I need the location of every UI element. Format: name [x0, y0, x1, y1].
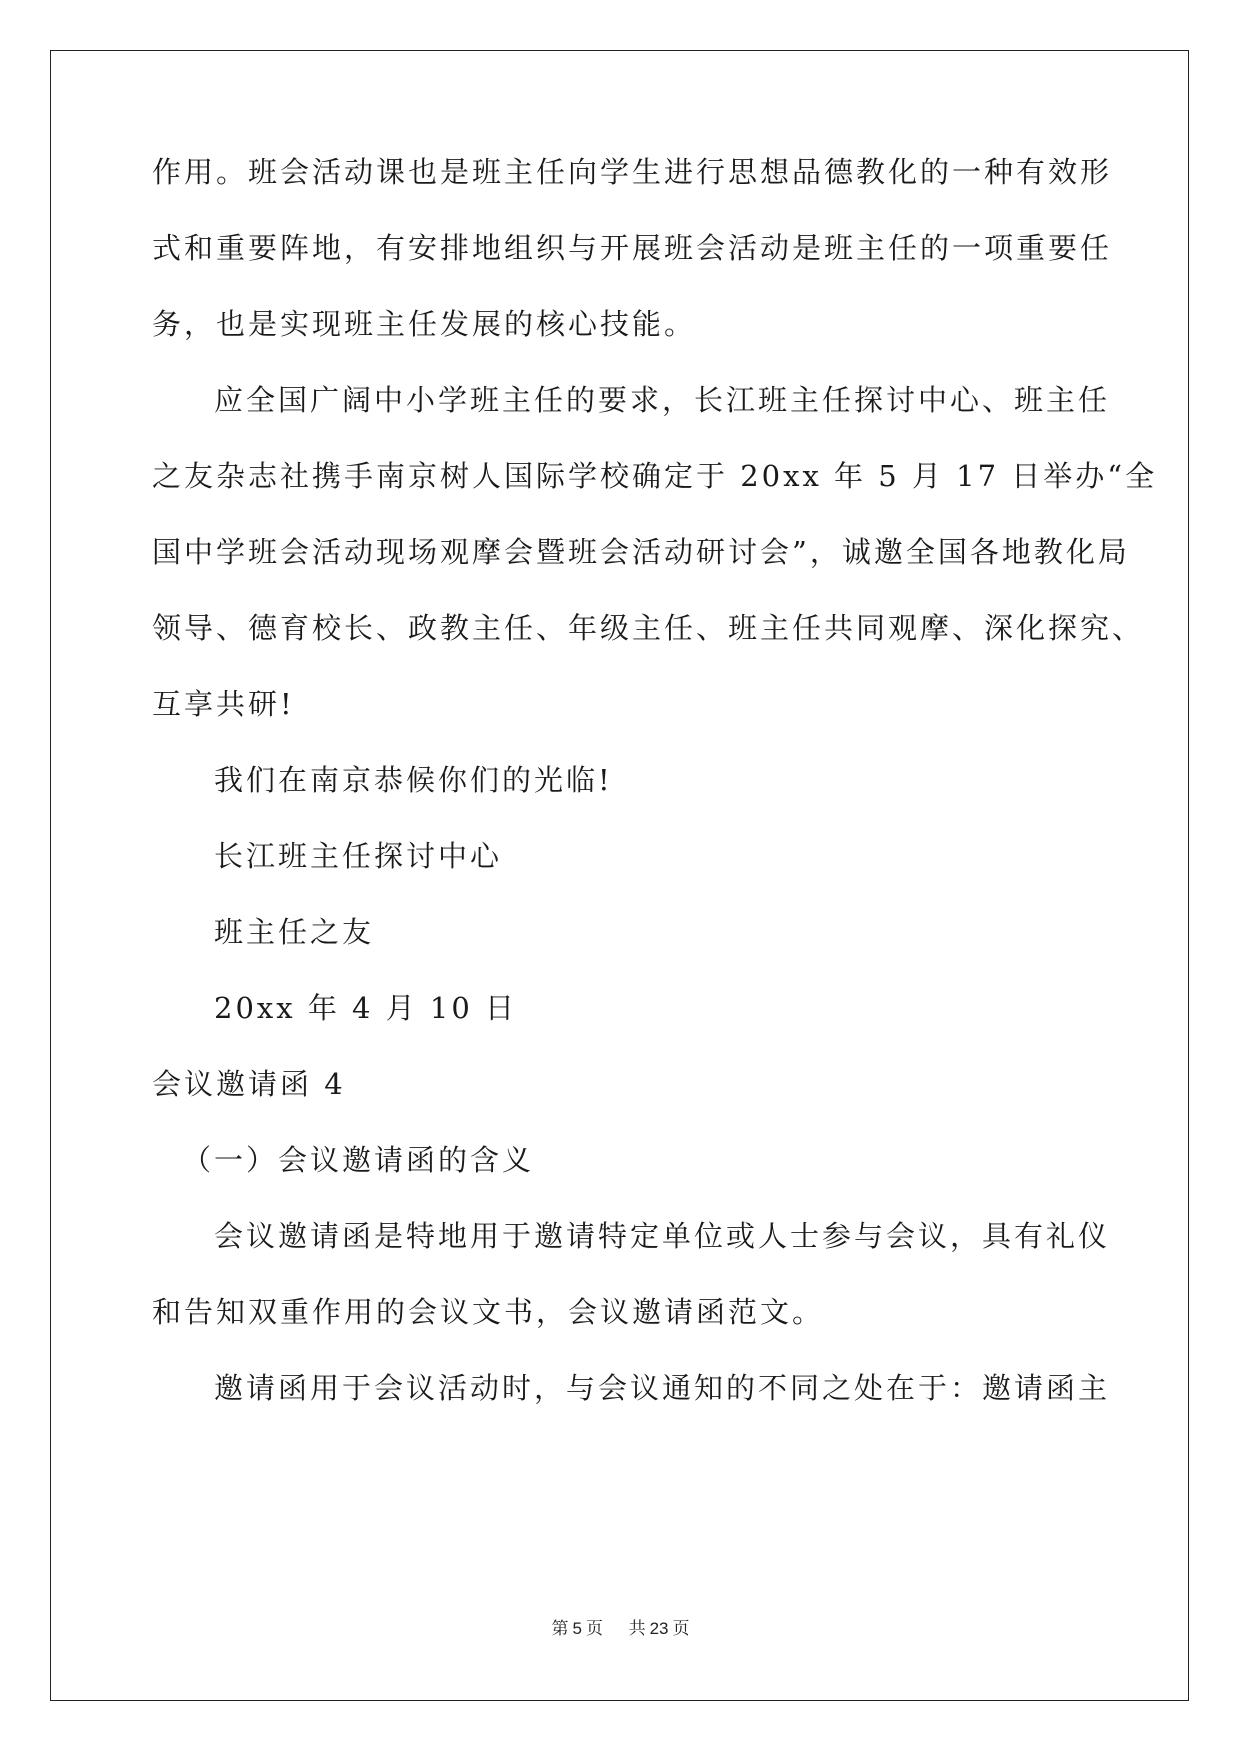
footer-total-prefix: 共 — [628, 1619, 646, 1639]
paragraph-start: 会议邀请函是特地用于邀请特定单位或人士参与会议，具有礼仪 — [214, 1219, 1111, 1253]
footer-page-suffix: 页 — [585, 1619, 603, 1639]
body-line: 作用。班会活动课也是班主任向学生进行思想品德教化的一种有效形 — [152, 155, 1113, 189]
page-footer — [0, 1614, 1241, 1639]
body-line: 互享共研! — [152, 687, 295, 721]
paragraph-start: 应全国广阔中小学班主任的要求，长江班主任探讨中心、班主任 — [214, 383, 1111, 417]
body-line: 和告知双重作用的会议文书，会议邀请函范文。 — [152, 1295, 825, 1329]
signature-date: 20xx 年 4 月 10 日 — [214, 991, 518, 1025]
footer-page-number: 5 — [572, 1619, 582, 1638]
signature-org: 长江班主任探讨中心 — [214, 839, 503, 873]
body-line: 领导、德育校长、政教主任、年级主任、班主任共同观摩、深化探究、 — [152, 611, 1145, 645]
paragraph-start: 邀请函用于会议活动时，与会议通知的不同之处在于：邀请函主 — [214, 1371, 1111, 1405]
body-line: 式和重要阵地，有安排地组织与开展班会活动是班主任的一项重要任 — [152, 231, 1113, 265]
footer-total-number: 23 — [649, 1619, 669, 1638]
signature-org: 班主任之友 — [214, 915, 375, 949]
body-line: 之友杂志社携手南京树人国际学校确定于 20xx 年 5 月 17 日举办“全 — [152, 459, 1158, 493]
section-heading: 会议邀请函 4 — [152, 1067, 346, 1101]
footer-page-prefix: 第 — [551, 1619, 569, 1639]
body-line: 国中学班会活动现场观摩会暨班会活动研讨会”，诚邀全国各地教化局 — [152, 535, 1130, 569]
closing-line: 我们在南京恭候你们的光临! — [214, 763, 613, 797]
body-line: 务，也是实现班主任发展的核心技能。 — [152, 307, 697, 341]
subsection-heading: （一）会议邀请函的含义 — [182, 1143, 535, 1177]
footer-total-suffix: 页 — [672, 1619, 690, 1639]
